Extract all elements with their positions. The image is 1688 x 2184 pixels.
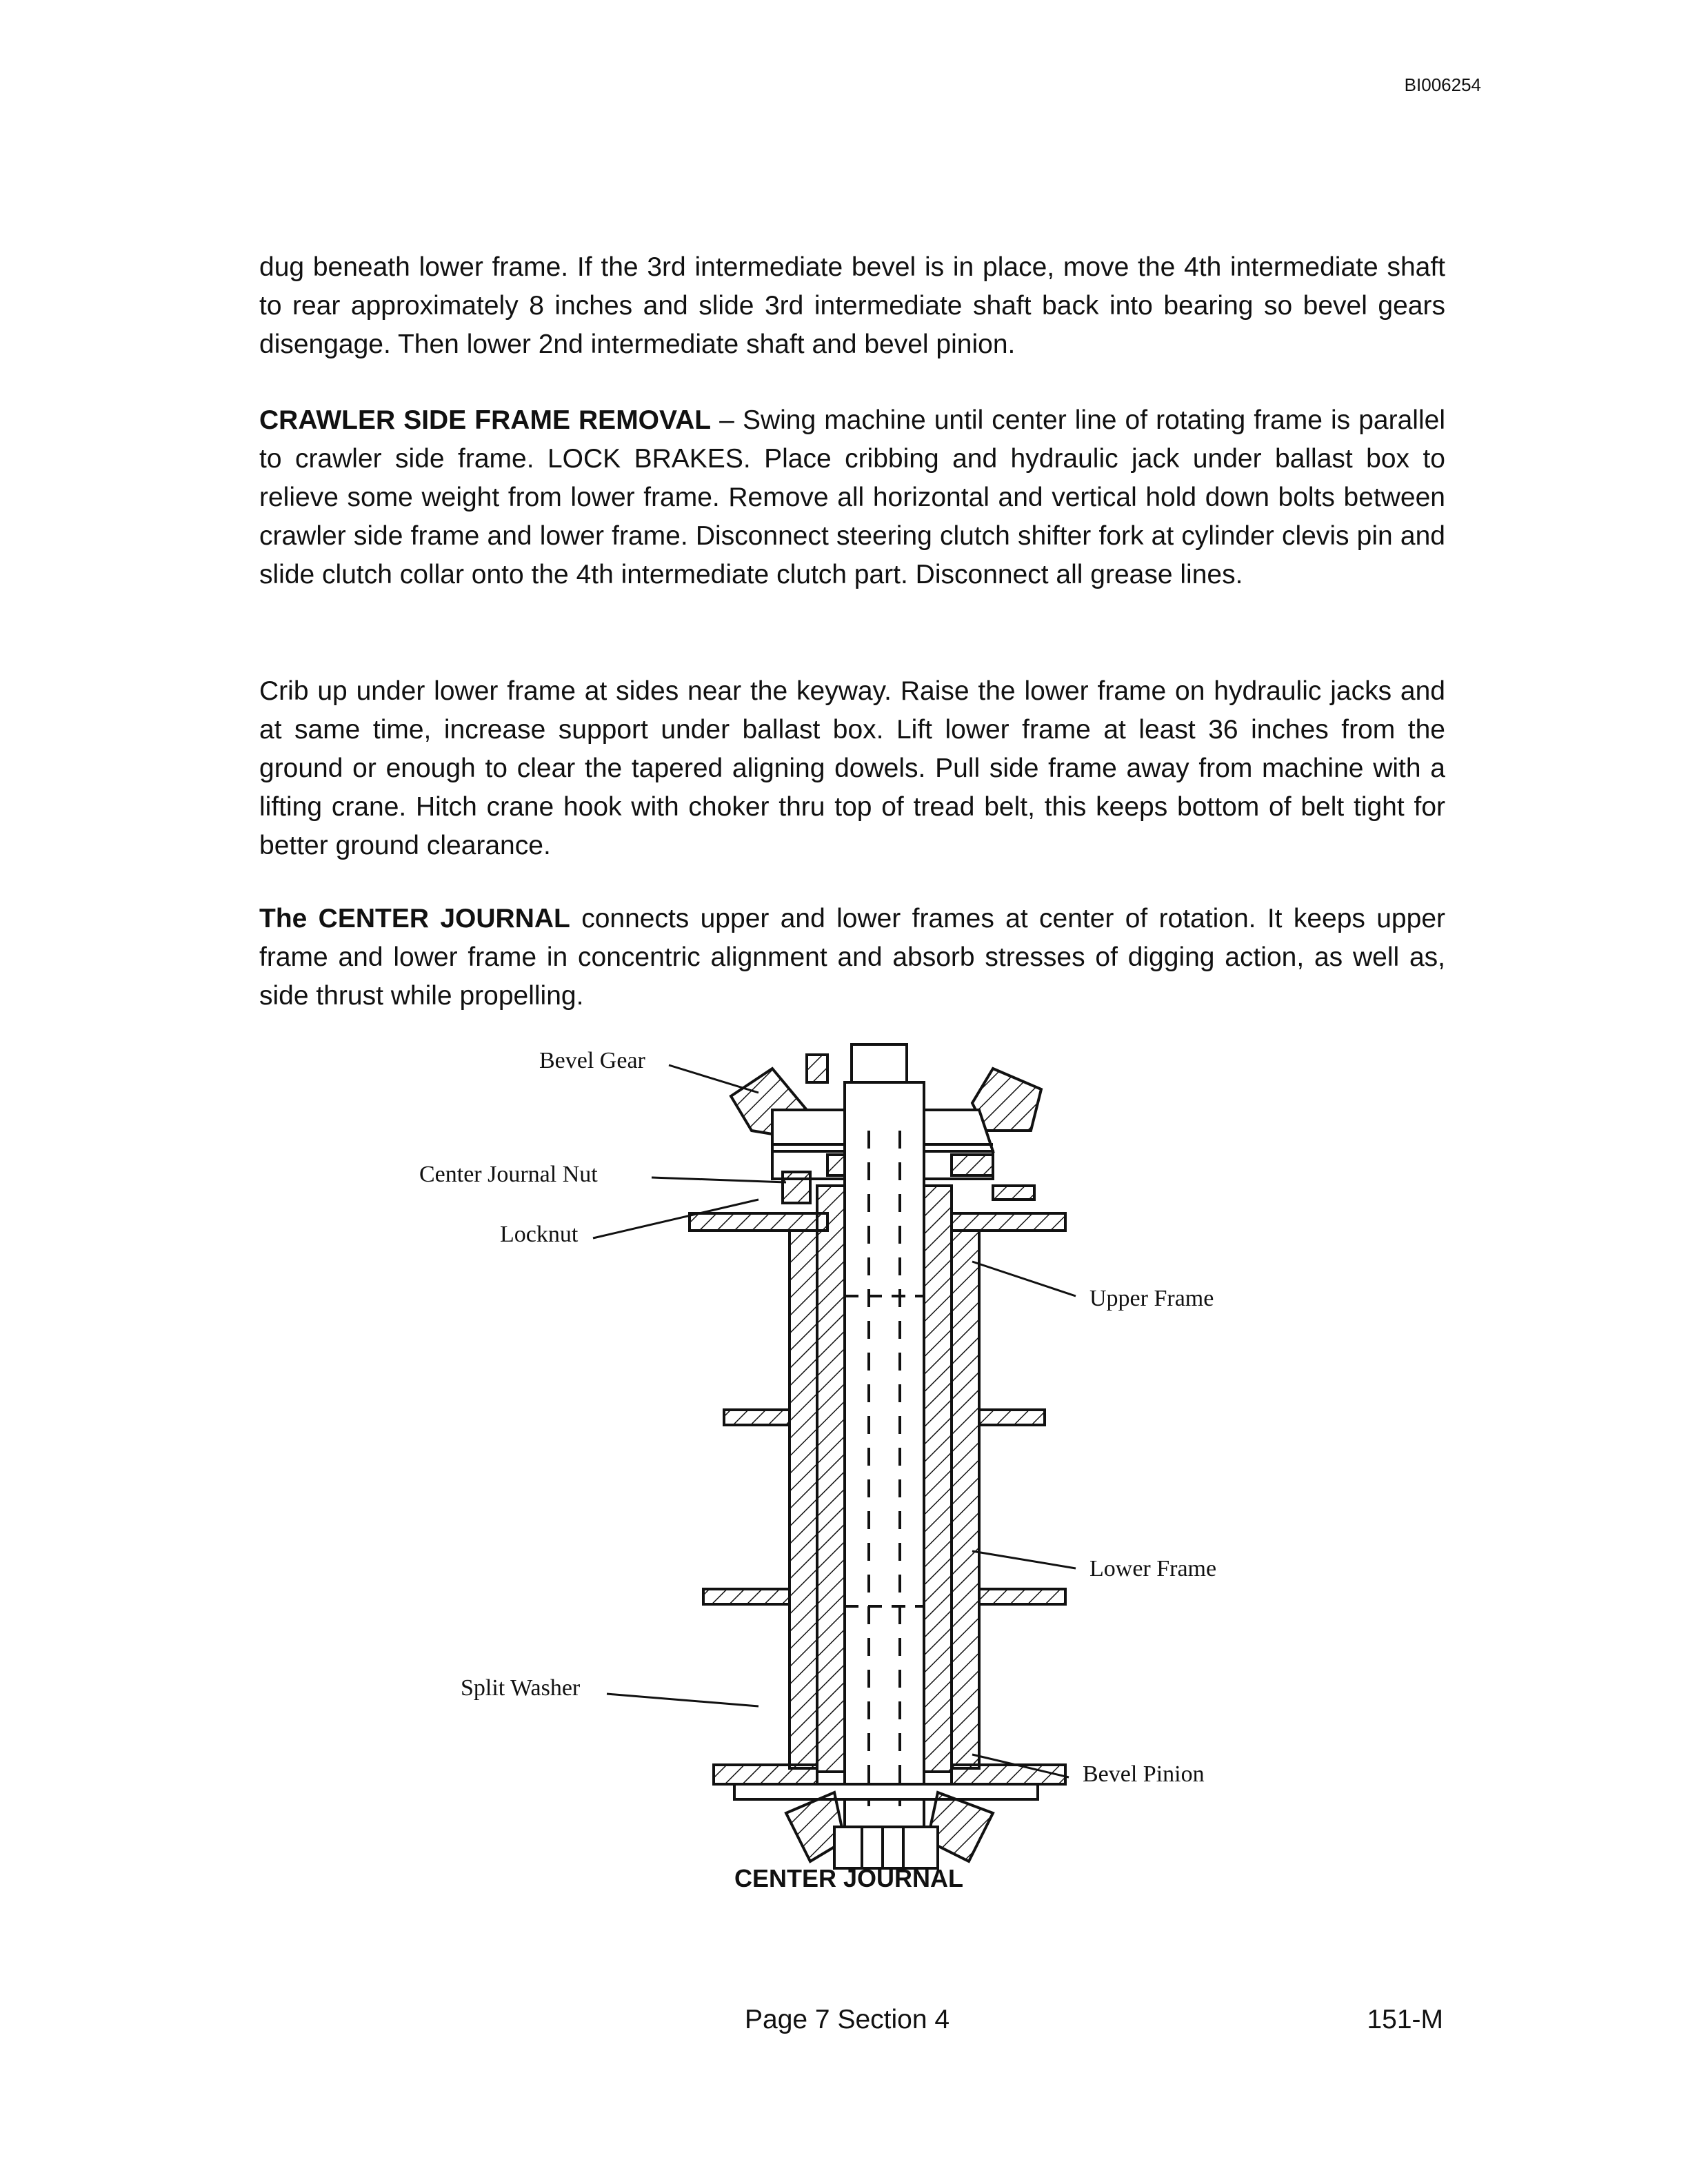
manual-code: 151-M — [1367, 2005, 1443, 2034]
callout-split-washer: Split Washer — [461, 1675, 581, 1701]
center-journal-drawing — [386, 1034, 1283, 1875]
callout-upper-frame: Upper Frame — [1089, 1286, 1214, 1311]
paragraph-3 — [259, 672, 1445, 865]
paragraph-4-text: connects upper and lower frames at center of rotation. It keeps upper frame and lower frame in concentric alignment and absorb stresses of digging action, as well as, side thrust while propelling. — [259, 904, 1445, 1011]
callout-lower-frame: Lower Frame — [1089, 1556, 1217, 1581]
callout-center-journal-nut: Center Journal Nut — [419, 1162, 598, 1187]
callout-bevel-gear: Bevel Gear — [539, 1048, 645, 1073]
paragraph-3-text: Crib up under lower frame at sides near the keyway. Raise the lower frame on hydraulic jacks and at same time, increase support under ballast box. Lift lower frame at least 36 inches from the ground or enough to clear the tapered aligning dowels. Pull side frame away from machine with a lifting crane. Hitch crane hook with choker thru top of tread belt, this keeps bottom of belt tight for better ground clearance. — [259, 676, 1445, 860]
paragraph-2-heading: CRAWLER SIDE FRAME REMOVAL — [259, 405, 712, 435]
paragraph-4 — [259, 900, 1445, 1015]
paragraph-1 — [259, 248, 1445, 364]
paragraph-2-text: – Swing machine until center line of rotating frame is parallel to crawler side frame. LOCK BRAKES. Place cribbing and hydraulic jack under ballast box to relieve some weight from lower frame. Remove all horizontal and vertical hold down bolts between crawler side frame and lower frame. Disconnect steering clutch shifter fork at cylinder clevis pin and slide clutch collar onto the 4th intermediate clutch part. Disconnect all grease lines. — [259, 405, 1445, 589]
paragraph-1-text: dug beneath lower frame. If the 3rd intermediate bevel is in place, move the 4th intermediate shaft to rear approximately 8 inches and slide 3rd intermediate shaft back into bearing so bevel gears disengage. Then lower 2nd intermediate shaft and bevel pinion. — [259, 252, 1445, 359]
paragraph-2 — [259, 401, 1445, 594]
figure-caption: CENTER JOURNAL — [734, 1864, 963, 1892]
paragraph-4-heading: The CENTER JOURNAL — [259, 904, 570, 933]
document-id: BI006254 — [1404, 74, 1481, 95]
center-journal-figure — [386, 1034, 1283, 1875]
page-number: Page 7 Section 4 — [745, 2005, 950, 2034]
callout-bevel-pinion: Bevel Pinion — [1083, 1761, 1205, 1787]
callout-locknut: Locknut — [500, 1222, 579, 1247]
